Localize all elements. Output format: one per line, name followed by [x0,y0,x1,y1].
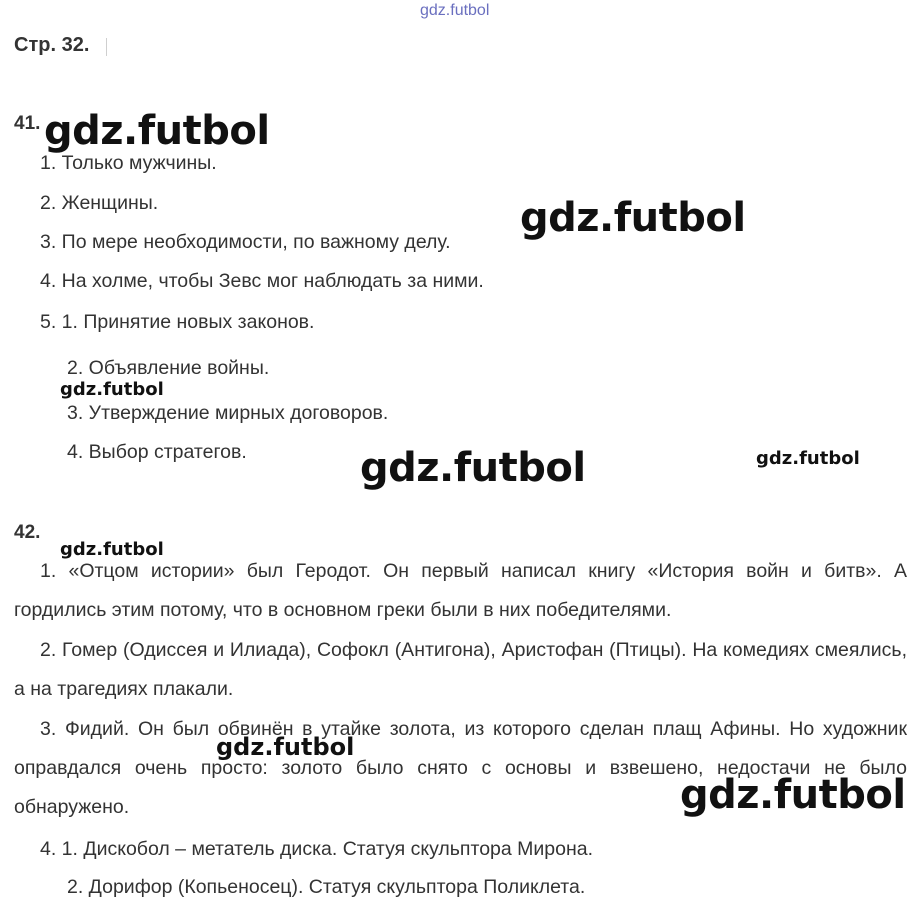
task-41-subitem-2: 2. Объявление войны. [67,357,270,379]
watermark-logo: gdz.futbol [60,379,164,400]
page-number: Стр. 32. [14,34,90,56]
task-42-item-4: 4. 1. Дискобол – метатель диска. Статуя скульптора Мирона. [40,838,594,860]
task-42-item-4-sub: 2. Дорифор (Копьеносец). Статуя скульптора Поликлета. [67,876,586,898]
task-41-item-4: 4. На холме, чтобы Зевс мог наблюдать за ними. [40,270,484,292]
task-41-subitem-4: 4. Выбор стратегов. [67,441,247,463]
task-41-item-2: 2. Женщины. [40,192,159,214]
watermark-logo: gdz.futbol [680,772,906,818]
task-42-paragraph-2: 2. Гомер (Одиссея и Илиада), Софокл (Антигона), Аристофан (Птицы). На комедиях смеялись, а на трагедиях плакали. [14,639,907,700]
watermark-logo: gdz.futbol [216,733,355,761]
task-41-item-1: 1. Только мужчины. [40,152,217,174]
watermark-logo: gdz.futbol [60,539,164,560]
watermark-logo: gdz.futbol [520,195,746,241]
task-41-item-3: 3. По мере необходимости, по важному делу. [40,231,451,253]
task-42-paragraph-1: 1. «Отцом истории» был Геродот. Он первый написал книгу «История войн и битв». А гордились этим потому, что в основном греки были в них победителями. [14,560,907,621]
task-41-subitem-3: 3. Утверждение мирных договоров. [67,402,389,424]
watermark-logo: gdz.futbol [756,448,860,469]
page-number-marker [106,38,107,56]
watermark-logo: gdz.futbol [360,445,586,491]
top-watermark: gdz.futbol [420,2,490,19]
watermark-logo: gdz.futbol [44,108,270,154]
task-42-paragraph-3: 3. Фидий. Он был обвинён в утайке золота, из которого сделан плащ Афины. Но художник оправдался очень просто: золото было снято с основы и взвешено, недостачи не было обнаружено. [14,718,907,818]
task-41-item-5: 5. 1. Принятие новых законов. [40,311,315,333]
task-42-number: 42. [14,522,41,543]
task-41-number: 41. [14,113,41,134]
